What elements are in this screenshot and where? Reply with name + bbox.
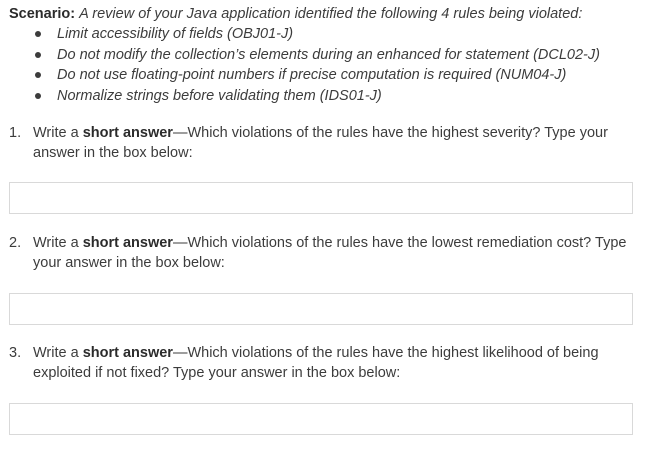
bullet-icon (35, 72, 41, 78)
rules-list (9, 24, 649, 106)
question-prefix: Write a (33, 125, 83, 141)
question-number: 3. (9, 345, 22, 361)
rule-item (9, 24, 649, 45)
answer-input-1[interactable] (9, 182, 633, 214)
rule-text: Do not use floating-point numbers if precise computation is required (NUM04-J) (57, 67, 567, 83)
question-number: 1. (9, 125, 22, 141)
scenario-intro-text: A review of your Java application identified the following 4 rules being violated: (79, 6, 583, 22)
question-text (33, 343, 639, 383)
rule-item (9, 45, 649, 66)
question-prefix: Write a (33, 345, 83, 361)
bullet-icon (35, 93, 41, 99)
question-body: —Which violations of the rules have the highest severity? Type your answer in the box below: (33, 125, 608, 161)
question-bold: short answer (82, 125, 173, 141)
rule-text: Normalize strings before validating them (IDS01-J) (57, 87, 382, 104)
question-text (33, 233, 639, 273)
bullet-icon (35, 31, 41, 37)
answer-input-3[interactable] (9, 403, 633, 435)
rule-item (9, 65, 649, 86)
question-prefix: Write a (33, 235, 83, 251)
bullet-icon (35, 52, 41, 58)
question-text (33, 123, 639, 163)
question-2 (9, 233, 639, 273)
question-3 (9, 343, 639, 383)
question-1 (9, 123, 639, 163)
question-number: 2. (9, 235, 22, 251)
question-bold: short answer (82, 235, 173, 251)
rule-text: Do not modify the collection’s elements during an enhanced for statement (DCL02-J) (57, 46, 600, 63)
scenario-block (9, 4, 649, 106)
scenario-intro (9, 4, 649, 24)
question-body: —Which violations of the rules have the lowest remediation cost? Type your answer in the box below: (33, 235, 627, 271)
scenario-lead: Scenario: (9, 6, 76, 22)
rule-text: Limit accessibility of fields (OBJ01-J) (57, 26, 294, 42)
question-bold: short answer (82, 345, 173, 361)
answer-input-2[interactable] (9, 293, 633, 325)
rule-item (9, 86, 649, 107)
question-body: —Which violations of the rules have the highest likelihood of being exploited if not fixed? Type your answer in the box below: (33, 345, 599, 381)
